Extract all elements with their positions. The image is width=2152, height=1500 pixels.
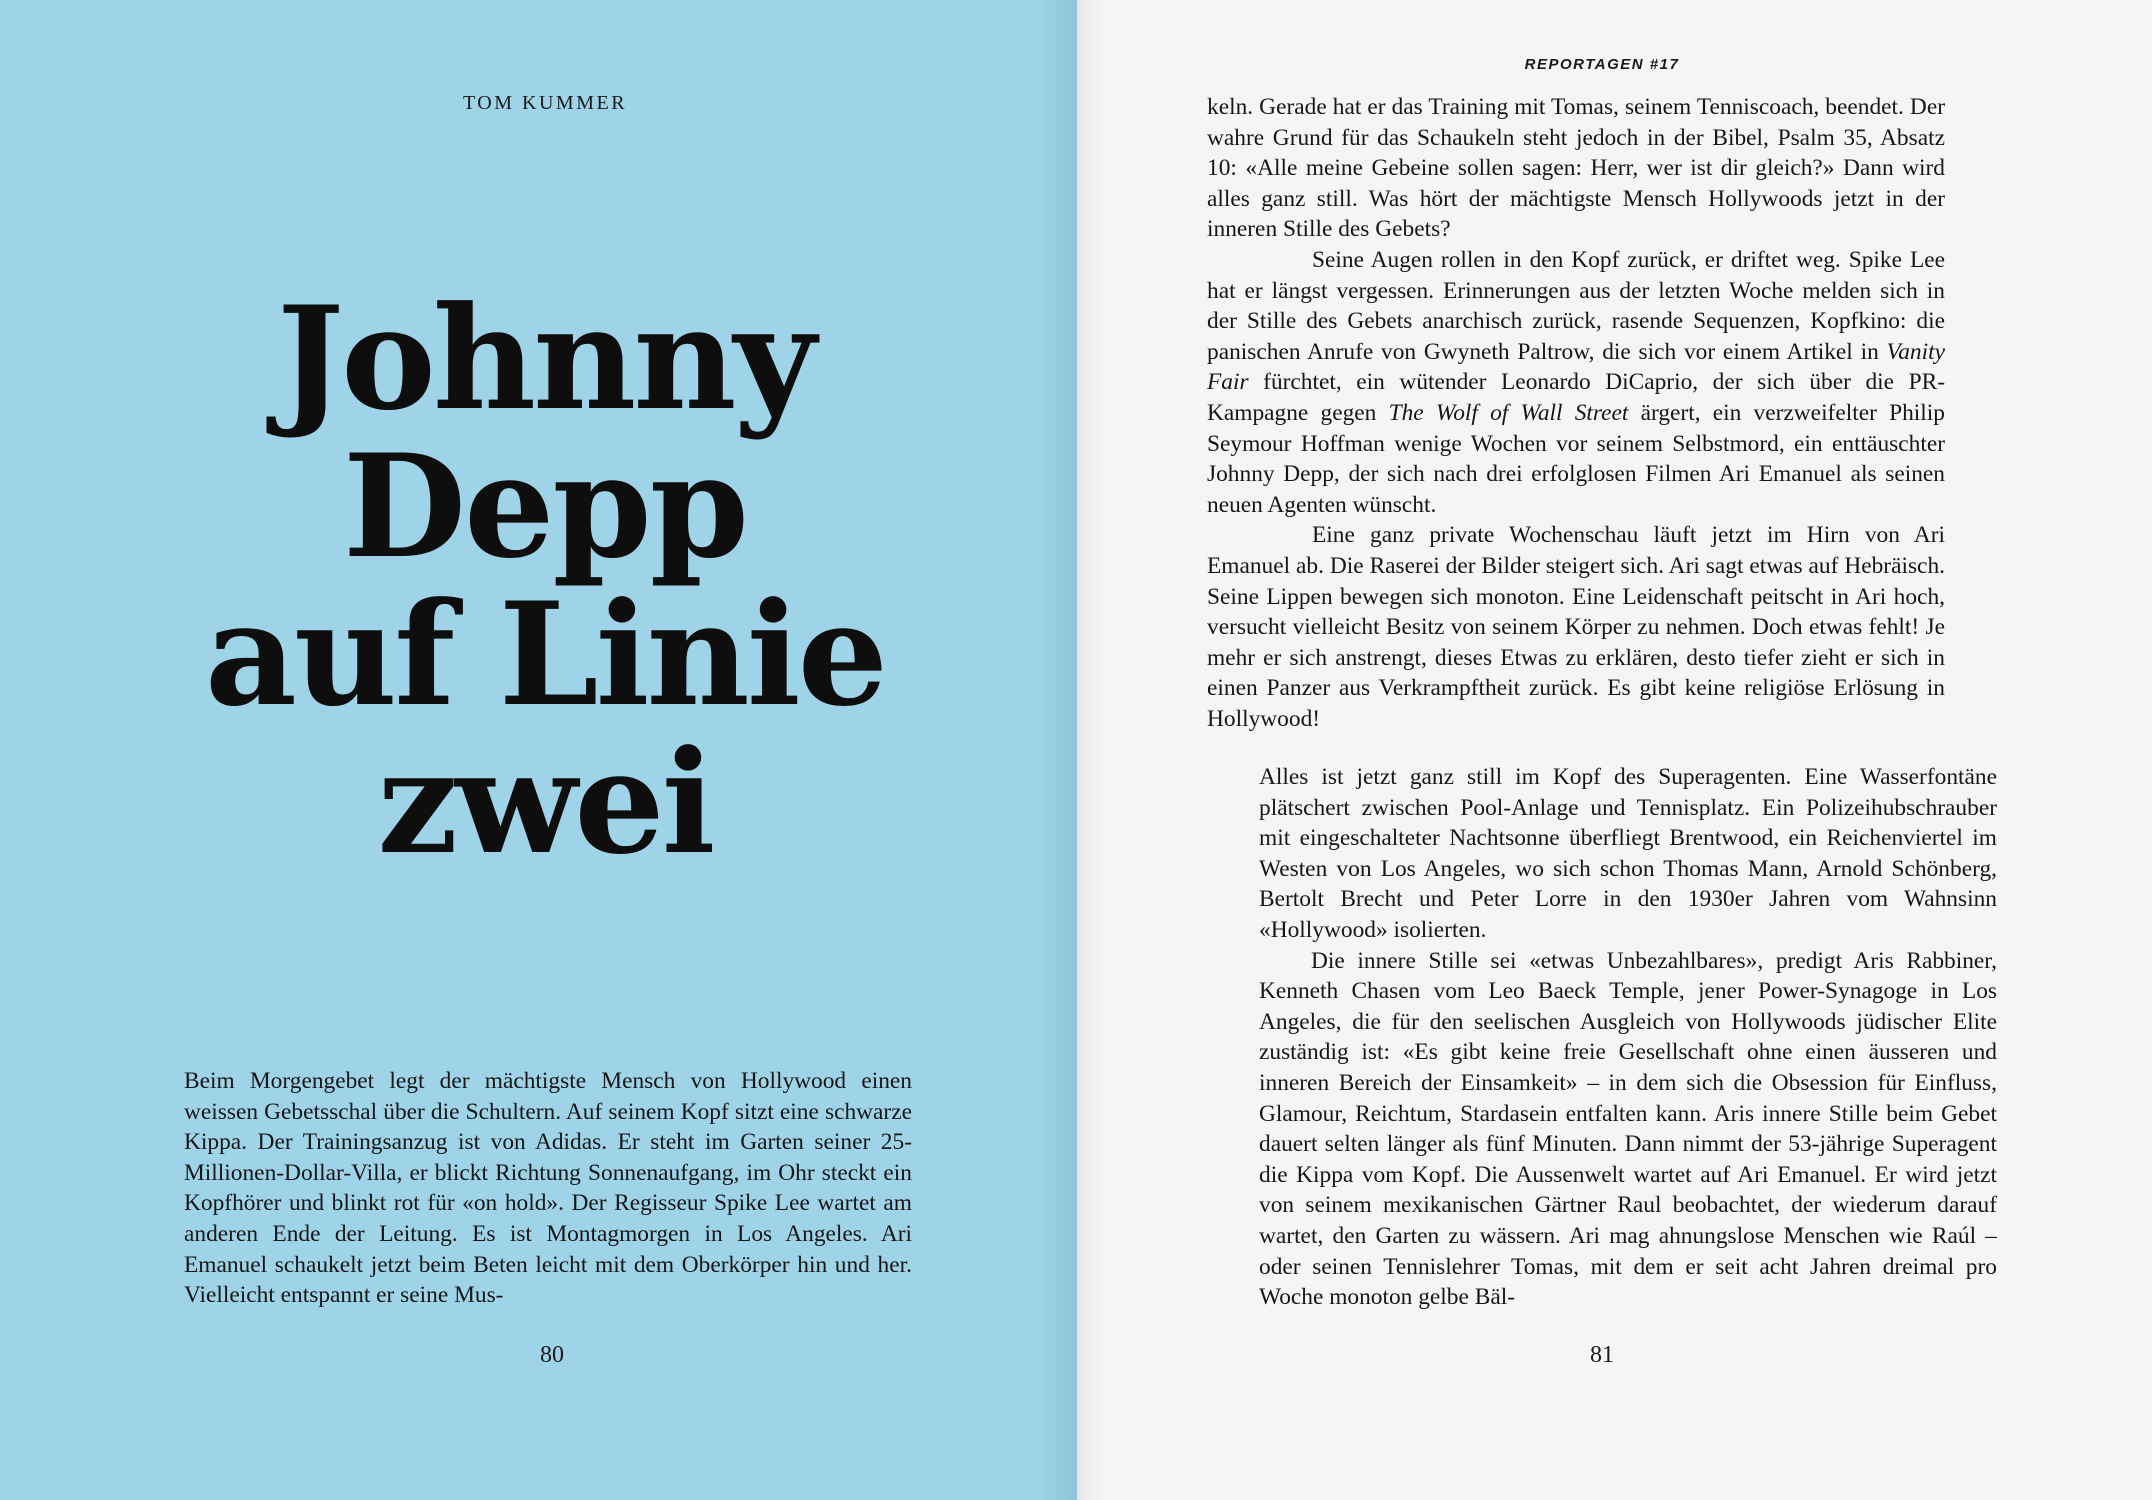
body-paragraph-4: Alles ist jetzt ganz still im Kopf des Superagenten. Eine Wasserfontäne plätschert zwischen Pool-Anlage und Tennisplatz. Ein Polizeihubschrauber mit eingeschalteter Nachtsonne überfliegt Brentwood, ein Reichenviertel im Westen von Los Angeles, wo sich schon Thomas Mann, Arnold Schönberg, Bertolt Brecht und Peter Lorre in den 1930er Jahren vom Wahnsinn «Hollywood» isolierten.	[1259, 764, 1997, 943]
intro-paragraph: Beim Morgengebet legt der mächtigste Mensch von Hollywood einen weissen Gebetsschal über die Schultern. Auf seinem Kopf sitzt eine schwarze Kippa. Der Trainingsanzug ist von Adidas. Er steht im Garten seiner 25-Millionen-Dollar-Villa, er blickt Richtung Sonnenaufgang, im Ohr steckt ein Kopfhörer und blinkt rot für «on hold». Der Regisseur Spike Lee wartet am anderen Ende der Leitung. Es ist Montagmorgen in Los Angeles. Ari Emanuel schaukelt jetzt beim Beten leicht mit dem Oberkörper hin und her. Vielleicht entspannt er seine Mus-	[184, 1068, 912, 1309]
headline-line-2: Depp	[342, 424, 748, 590]
body-column-top	[1207, 92, 1945, 734]
paragraph-2-text-b: fürchtet, ein wütender Leonardo DiCaprio, der sich über die PR-Kampagne gegen	[1207, 369, 1945, 426]
body-paragraph-3: Eine ganz private Wochenschau läuft jetzt im Hirn von Ari Emanuel ab. Die Raserei der Bilder steigert sich. Ari sagt etwas auf Hebräisch. Seine Lippen bewegen sich monoton. Eine Leidenschaft peitscht in Ari hoch, versucht vielleicht Besitz von seinem Körper zu nehmen. Doch etwas fehlt! Je mehr er sich anstrengt, dieses Etwas zu erklären, desto tiefer zieht er sich in einen Panzer aus Verkrampftheit zurück. Es gibt keine religiöse Erlösung in Hollywood!	[1207, 522, 1945, 732]
headline-line-1: Johnny	[276, 276, 814, 442]
magazine-title: Vanity Fair	[1207, 338, 1945, 396]
body-column-bottom	[1259, 762, 1997, 1313]
headline-line-3: auf Linie	[204, 572, 886, 738]
body-paragraph-1: keln. Gerade hat er das Training mit Tomas, seinem Tenniscoach, beendet. Der wahre Grund für das Schaukeln steht jedoch in der Bibel, Psalm 35, Absatz 10: «Alle meine Gebeine sollen sagen: Herr, wer ist dir gleich?» Dann wird alles ganz still. Was hört der mächtigste Mensch Hollywoods jetzt in der inneren Stille des Gebets?	[1207, 94, 1945, 243]
page-number-right: 81	[1590, 1342, 1614, 1368]
running-head: REPORTAGEN #17	[1524, 56, 1680, 73]
page-number-left: 80	[540, 1342, 564, 1368]
headline-line-4: zwei	[377, 720, 713, 886]
paragraph-2-text-c: ärgert, ein verzweifelter Philip Seymour Hoffman wenige Wochen vor seinem Selbstmord, ein enttäuschter Johnny Depp, der sich nach drei erfolglosen Filmen Ari Emanuel als seinen neuen Agenten wünscht.	[1207, 399, 1945, 518]
body-paragraph-5: Die innere Stille sei «etwas Unbezahlbares», predigt Aris Rabbiner, Kenneth Chasen vom Leo Baeck Temple, jener Power-Synagoge in Los Angeles, die für den seelischen Ausgleich von Hollywoods jüdischer Elite zuständig ist: «Es gibt keine freie Gesellschaft ohne einen äusseren und inneren Bereich der Einsamkeit» – in dem sich die Obsession für Einfluss, Glamour, Reichtum, Stardasein entfalten kann. Aris innere Stille beim Gebet dauert selten länger als fünf Minuten. Dann nimmt der 53-jährige Superagent die Kippa vom Kopf. Die Aussenwelt wartet auf Ari Emanuel. Er wird jetzt von seinem mexikanischen Gärtner Raul beobachtet, der wiederum darauf wartet, den Garten zu wässern. Ari mag ahnungslose Menschen wie Raúl – oder seinen Tennislehrer Tomas, mit dem er seit acht Jahren dreimal pro Woche monoton gelbe Bäl-	[1259, 947, 1997, 1311]
paragraph-2-text-a: Seine Augen rollen in den Kopf zurück, er driftet weg. Spike Lee hat er längst vergessen. Erinnerungen aus der letzten Woche melden sich in der Stille des Gebets anarchisch zurück, rasende Sequenzen, Kopfkino: die panischen Anrufe von Gwyneth Paltrow, die sich vor einem Artikel in	[1207, 246, 1945, 365]
author-name: TOM KUMMER	[462, 92, 628, 114]
article-headline	[0, 276, 1077, 886]
body-paragraph-2	[1207, 245, 1945, 520]
film-title: The Wolf of Wall Street	[1388, 399, 1629, 426]
right-page	[1077, 0, 2152, 1500]
